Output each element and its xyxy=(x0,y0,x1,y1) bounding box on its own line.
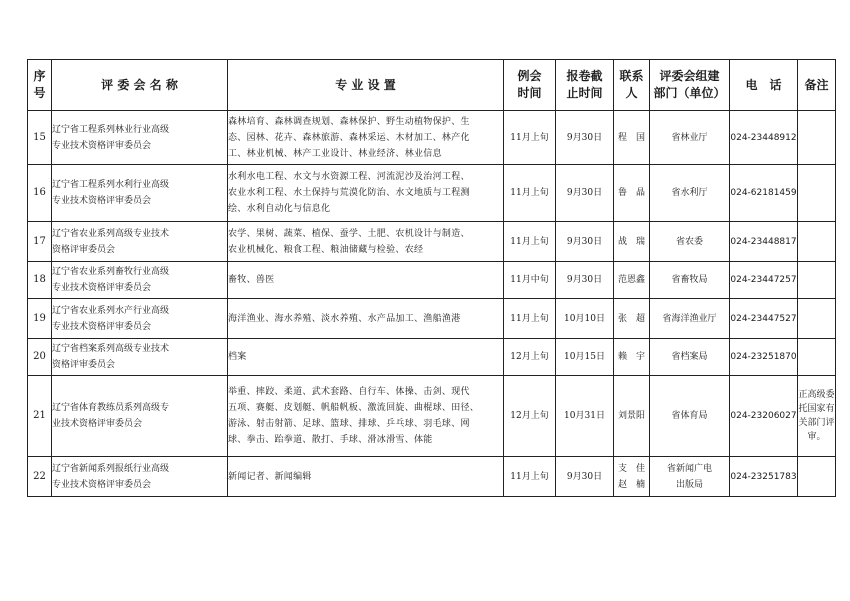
row-dept-line: 出版局 xyxy=(675,479,703,490)
table-row xyxy=(28,111,836,165)
row-contact-line: 张 超 xyxy=(617,313,645,324)
row-phone: 024-23251783 xyxy=(730,457,798,497)
row-contact-line: 赖 宇 xyxy=(617,352,645,362)
row-note xyxy=(798,222,836,262)
row-deadline: 9月30日 xyxy=(556,111,614,165)
row-contact xyxy=(614,111,650,165)
row-seq: 17 xyxy=(28,222,52,262)
row-specialty-line: 水利水电工程、水文与水资源工程、河流泥沙及治河工程、 xyxy=(228,172,470,182)
row-specialty-line: 档案 xyxy=(228,352,247,362)
row-phone: 024-23448912 xyxy=(730,111,798,165)
row-contact xyxy=(614,376,650,457)
row-dept xyxy=(650,165,730,222)
row-deadline: 10月15日 xyxy=(556,339,614,376)
table-row xyxy=(28,165,836,222)
row-specialty xyxy=(228,457,504,497)
row-specialty xyxy=(228,339,504,376)
row-committee-name-line: 辽宁省工程系列水利行业高级 xyxy=(52,180,170,190)
header-contact xyxy=(614,60,650,111)
row-deadline: 9月30日 xyxy=(556,222,614,262)
row-committee-name xyxy=(52,457,228,497)
row-phone: 024-23447257 xyxy=(730,262,798,299)
row-contact-line: 支 佳 xyxy=(617,463,645,474)
row-contact xyxy=(614,339,650,376)
row-committee-name xyxy=(52,376,228,457)
row-seq: 21 xyxy=(28,376,52,457)
row-note xyxy=(798,165,836,222)
row-dept-line: 省农委 xyxy=(675,236,703,247)
row-specialty xyxy=(228,111,504,165)
row-dept-line: 省新闻广电 xyxy=(666,463,712,474)
row-specialty xyxy=(228,222,504,262)
row-dept xyxy=(650,457,730,497)
row-meeting-time: 11月上旬 xyxy=(504,299,556,339)
row-contact xyxy=(614,262,650,299)
row-phone: 024-23206027 xyxy=(730,376,798,457)
row-seq: 18 xyxy=(28,262,52,299)
row-seq: 20 xyxy=(28,339,52,376)
row-dept xyxy=(650,376,730,457)
header-specialty: 专 业 设 置 xyxy=(228,60,504,111)
row-committee-name-line: 资格评审委员会 xyxy=(52,360,116,370)
row-specialty-line: 农业机械化、粮食工程、粮油储藏与检验、农经 xyxy=(228,244,424,255)
row-note xyxy=(798,376,836,457)
row-contact-line: 刘景阳 xyxy=(617,411,645,421)
row-committee-name-line: 辽宁省新闻系列报纸行业高级 xyxy=(52,463,170,474)
row-meeting-time: 12月上旬 xyxy=(504,376,556,457)
row-dept-line: 省林业厅 xyxy=(671,132,708,143)
row-meeting-time: 11月中旬 xyxy=(504,262,556,299)
table-row xyxy=(28,262,836,299)
row-dept-line: 省海洋渔业厅 xyxy=(662,313,717,324)
row-committee-name-line: 专业技术资格评审委员会 xyxy=(52,140,152,151)
row-committee-name-line: 辽宁省工程系列林业行业高级 xyxy=(52,124,170,135)
table-body xyxy=(28,111,836,497)
table-row xyxy=(28,376,836,457)
row-committee-name-line: 辽宁省农业系列高级专业技术 xyxy=(52,228,170,239)
table-row xyxy=(28,339,836,376)
row-contact xyxy=(614,222,650,262)
row-committee-name-line: 专业技术资格评审委员会 xyxy=(52,479,152,490)
row-note-line: 审。 xyxy=(807,432,826,442)
row-specialty-line: 五项、赛艇、皮划艇、帆船帆板、激流回旋、曲棍球、田径、 xyxy=(228,403,480,413)
header-note: 备注 xyxy=(798,60,836,111)
header-row xyxy=(28,60,836,111)
header-meeting-line: 时间 xyxy=(517,86,542,100)
row-committee-name-line: 辽宁省体育教练员系列高级专 xyxy=(52,403,170,413)
row-committee-name-line: 辽宁省农业系列畜牧行业高级 xyxy=(52,267,170,277)
row-specialty-line: 工、林业机械、林产工业设计、林业经济、林业信息 xyxy=(228,148,442,159)
row-note xyxy=(798,457,836,497)
row-contact-line: 战 瑞 xyxy=(617,236,645,247)
header-seq-line: 号 xyxy=(33,86,46,100)
row-deadline: 9月30日 xyxy=(556,457,614,497)
row-committee-name-line: 专业技术资格评审委员会 xyxy=(52,321,152,332)
header-deadline xyxy=(556,60,614,111)
table-row xyxy=(28,222,836,262)
header-deadline-line: 报卷截 xyxy=(566,69,603,83)
row-committee-name-line: 专业技术资格评审委员会 xyxy=(52,283,152,293)
row-meeting-time: 11月上旬 xyxy=(504,222,556,262)
row-contact-line: 鲁 晶 xyxy=(617,188,645,198)
row-dept-line: 省水利厅 xyxy=(671,188,708,198)
row-committee-name-line: 专业技术资格评审委员会 xyxy=(52,196,152,206)
row-seq: 22 xyxy=(28,457,52,497)
row-dept xyxy=(650,262,730,299)
row-deadline: 9月30日 xyxy=(556,165,614,222)
row-contact-line: 赵 楠 xyxy=(617,479,645,490)
row-specialty-line: 态、园林、花卉、森林旅游、森林采运、木材加工、林产化 xyxy=(228,132,470,143)
row-committee-name xyxy=(52,111,228,165)
row-dept-line: 省畜牧局 xyxy=(671,275,708,285)
header-committee: 评 委 会 名 称 xyxy=(52,60,228,111)
row-meeting-time: 12月上旬 xyxy=(504,339,556,376)
row-note-line: 关部门评 xyxy=(798,418,835,428)
row-deadline: 10月31日 xyxy=(556,376,614,457)
row-contact xyxy=(614,457,650,497)
row-specialty-line: 森林培育、森林调查规划、森林保护、野生动植物保护、生 xyxy=(228,116,470,127)
committee-table xyxy=(27,59,836,497)
row-dept xyxy=(650,299,730,339)
row-specialty-line: 农业水利工程、水土保持与荒漠化防治、水文地质与工程测 xyxy=(228,188,470,198)
row-specialty xyxy=(228,262,504,299)
row-specialty-line: 畜牧、兽医 xyxy=(228,275,275,285)
row-committee-name-line: 辽宁省农业系列水产行业高级 xyxy=(52,305,170,316)
header-dept-line: 部门（单位） xyxy=(653,86,726,100)
row-specialty xyxy=(228,165,504,222)
row-dept xyxy=(650,222,730,262)
row-meeting-time: 11月上旬 xyxy=(504,165,556,222)
row-committee-name xyxy=(52,262,228,299)
row-specialty-line: 绘、水利自动化与信息化 xyxy=(228,204,331,214)
row-meeting-time: 11月上旬 xyxy=(504,457,556,497)
row-deadline: 10月10日 xyxy=(556,299,614,339)
row-specialty-line: 农学、果树、蔬菜、植保、蚕学、土肥、农机设计与制造、 xyxy=(228,228,470,239)
row-note xyxy=(798,262,836,299)
header-seq-line: 序 xyxy=(33,69,46,83)
header-meeting xyxy=(504,60,556,111)
row-contact-line: 程 国 xyxy=(617,132,645,143)
header-dept-line: 评委会组建 xyxy=(659,69,720,83)
row-committee-name xyxy=(52,222,228,262)
header-meeting-line: 例会 xyxy=(517,69,542,83)
row-dept-line: 省体育局 xyxy=(671,411,708,421)
row-committee-name xyxy=(52,339,228,376)
row-note-line: 正高级委 xyxy=(798,390,835,400)
header-contact-line: 人 xyxy=(625,86,638,100)
row-committee-name xyxy=(52,299,228,339)
table-row xyxy=(28,457,836,497)
row-phone: 024-62181459 xyxy=(730,165,798,222)
table-row xyxy=(28,299,836,339)
row-specialty xyxy=(228,299,504,339)
row-specialty-line: 游泳、射击射箭、足球、篮球、排球、乒乓球、羽毛球、网 xyxy=(228,419,470,429)
row-note-line: 托国家有 xyxy=(798,404,835,414)
row-note xyxy=(798,339,836,376)
row-note xyxy=(798,111,836,165)
header-dept xyxy=(650,60,730,111)
row-contact-line: 范恩鑫 xyxy=(617,275,645,285)
row-specialty-line: 海洋渔业、海水养殖、淡水养殖、水产品加工、渔船渔港 xyxy=(228,313,461,324)
row-phone: 024-23447527 xyxy=(730,299,798,339)
row-contact xyxy=(614,165,650,222)
row-seq: 16 xyxy=(28,165,52,222)
row-note xyxy=(798,299,836,339)
header-seq xyxy=(28,60,52,111)
row-phone: 024-23448817 xyxy=(730,222,798,262)
row-meeting-time: 11月上旬 xyxy=(504,111,556,165)
row-committee-name-line: 业技术资格评审委员会 xyxy=(52,419,143,429)
header-deadline-line: 止时间 xyxy=(566,86,603,100)
row-specialty-line: 球、拳击、跆拳道、散打、手球、滑冰滑雪、体能 xyxy=(228,435,433,445)
row-dept-line: 省档案局 xyxy=(671,352,708,362)
row-committee-name-line: 资格评审委员会 xyxy=(52,244,116,255)
header-phone: 电 话 xyxy=(730,60,798,111)
row-committee-name-line: 辽宁省档案系列高级专业技术 xyxy=(52,344,170,354)
row-specialty-line: 新闻记者、新闻编辑 xyxy=(228,471,312,482)
row-specialty-line: 举重、摔跤、柔道、武术套路、自行车、体操、击剑、现代 xyxy=(228,387,470,397)
row-seq: 19 xyxy=(28,299,52,339)
row-phone: 024-23251870 xyxy=(730,339,798,376)
row-committee-name xyxy=(52,165,228,222)
row-contact xyxy=(614,299,650,339)
row-dept xyxy=(650,339,730,376)
row-deadline: 9月30日 xyxy=(556,262,614,299)
header-contact-line: 联系 xyxy=(619,69,644,83)
row-specialty xyxy=(228,376,504,457)
row-seq: 15 xyxy=(28,111,52,165)
row-dept xyxy=(650,111,730,165)
